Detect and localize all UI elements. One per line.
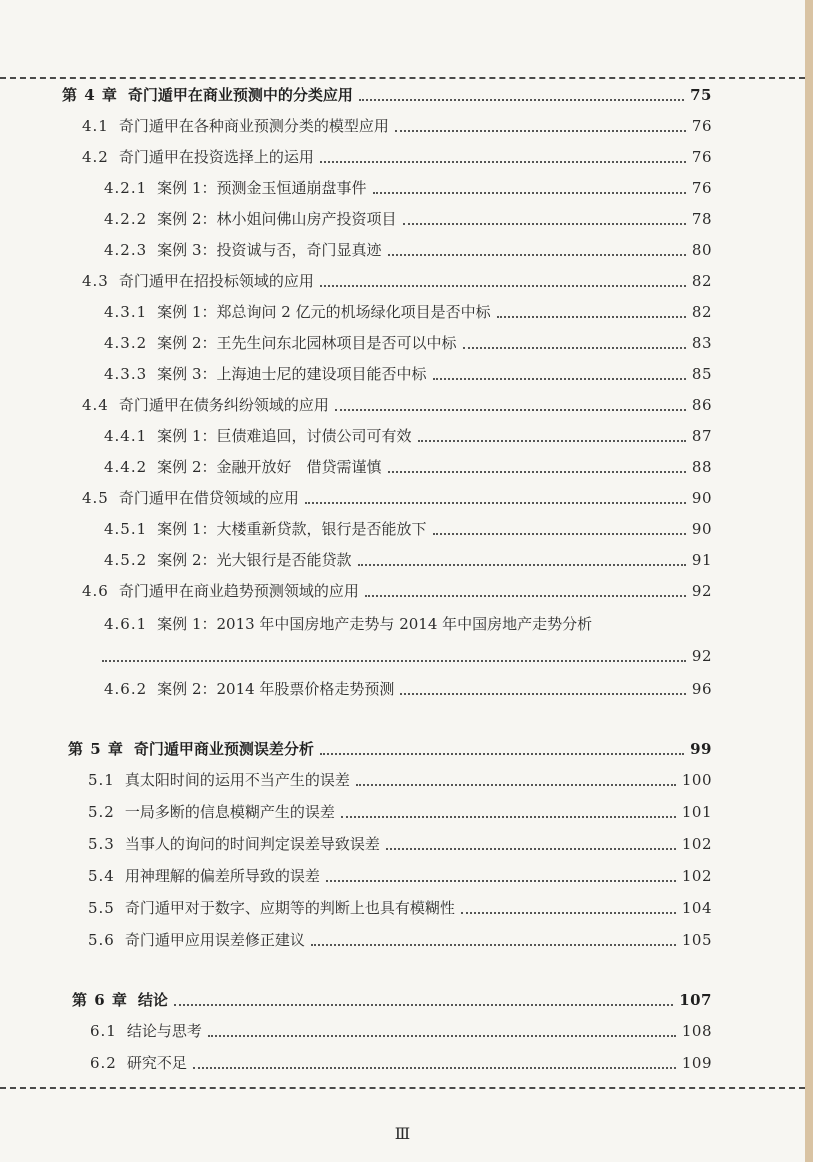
toc-title: 奇门遁甲在债务纠纷领域的应用 xyxy=(118,396,329,414)
toc-number: 4.6 xyxy=(82,582,109,600)
toc-section-5-5 xyxy=(0,893,805,923)
toc-number: 4.1 xyxy=(82,117,109,135)
dot-leader xyxy=(102,659,686,662)
toc-section-4-6 xyxy=(0,576,805,606)
toc-title: 奇门遁甲商业预测误差分析 xyxy=(133,740,314,758)
toc-number: 4.4.2 xyxy=(104,458,148,476)
page-edge xyxy=(805,0,813,1162)
toc-title: 案例 3：投资诚与否，奇门显真迹 xyxy=(157,241,382,259)
dot-leader xyxy=(395,129,686,132)
dot-leader xyxy=(365,594,686,597)
toc-number: 5.2 xyxy=(88,803,115,821)
toc-number: 5.4 xyxy=(88,867,115,885)
dot-leader xyxy=(193,1066,676,1069)
toc-number: 第 6 章 xyxy=(72,991,128,1009)
toc-page: 99 xyxy=(690,740,712,758)
toc-title: 奇门遁甲在招投标领域的应用 xyxy=(118,272,314,290)
top-rule xyxy=(0,77,805,79)
toc-number: 5.5 xyxy=(88,899,115,917)
toc-number: 5.3 xyxy=(88,835,115,853)
toc-number: 6.2 xyxy=(90,1054,117,1072)
toc-section-5-1 xyxy=(0,765,805,795)
toc-number: 4.4.1 xyxy=(104,427,148,445)
toc-page: 83 xyxy=(691,334,712,352)
toc-number: 5.6 xyxy=(88,931,115,949)
toc-title: 用神理解的偏差所导致的误差 xyxy=(124,867,320,885)
toc-title: 奇门遁甲应用误差修正建议 xyxy=(124,931,305,949)
toc-title: 案例 1：郑总询问 2 亿元的机场绿化项目是否中标 xyxy=(157,303,491,321)
dot-leader xyxy=(388,253,686,256)
toc-title: 真太阳时间的运用不当产生的误差 xyxy=(124,771,350,789)
toc-number: 4.2 xyxy=(82,148,109,166)
toc-number: 4.3.1 xyxy=(104,303,148,321)
toc-title: 案例 3：上海迪士尼的建设项目能否中标 xyxy=(157,365,427,383)
toc-title: 案例 1：预测金玉恒通崩盘事件 xyxy=(157,179,367,197)
toc-page: 102 xyxy=(681,867,712,885)
toc-page: 90 xyxy=(691,520,712,538)
dot-leader xyxy=(461,911,676,914)
toc-page: 96 xyxy=(691,680,712,698)
toc-page: 104 xyxy=(681,899,712,917)
toc-subsection-4-5-2 xyxy=(0,545,805,575)
page-number: Ⅲ xyxy=(394,1124,411,1143)
toc-page: 80 xyxy=(691,241,712,259)
toc-section-5-4 xyxy=(0,861,805,891)
toc-number: 4.5.1 xyxy=(104,520,148,538)
toc-page: 76 xyxy=(691,117,712,135)
toc-subsection-4-5-1 xyxy=(0,514,805,544)
toc-title: 案例 2：光大银行是否能贷款 xyxy=(157,551,352,569)
toc-section-6-1 xyxy=(0,1016,805,1046)
toc-page: 90 xyxy=(691,489,712,507)
dot-leader xyxy=(356,783,676,786)
toc-subsection-4-4-1 xyxy=(0,421,805,451)
toc-subsection-4-2-3 xyxy=(0,235,805,265)
toc-page: 92 xyxy=(691,582,712,600)
toc-number: 6.1 xyxy=(90,1022,117,1040)
toc-section-4-5 xyxy=(0,483,805,513)
toc-section-4-4 xyxy=(0,390,805,420)
dot-leader xyxy=(326,879,676,882)
toc-page: 107 xyxy=(679,991,712,1009)
toc-page: 102 xyxy=(681,835,712,853)
dot-leader xyxy=(320,160,686,163)
toc-section-6-2 xyxy=(0,1048,805,1078)
toc-subsection-4-2-1 xyxy=(0,173,805,203)
toc-title: 奇门遁甲对于数字、应期等的判断上也具有模糊性 xyxy=(124,899,455,917)
toc-number: 4.4 xyxy=(82,396,109,414)
dot-leader xyxy=(305,501,686,504)
toc-title: 奇门遁甲在商业趋势预测领域的应用 xyxy=(118,582,359,600)
toc-title: 奇门遁甲在商业预测中的分类应用 xyxy=(127,86,353,104)
dot-leader xyxy=(403,222,686,225)
toc-page: 109 xyxy=(681,1054,712,1072)
dot-leader xyxy=(386,847,676,850)
dot-leader xyxy=(359,98,684,101)
toc-number: 5.1 xyxy=(88,771,115,789)
toc-page: 82 xyxy=(691,303,712,321)
toc-subsection-4-2-2 xyxy=(0,204,805,234)
toc-title: 案例 2：林小姐问佛山房产投资项目 xyxy=(157,210,397,228)
toc-section-5-3 xyxy=(0,829,805,859)
toc-number: 4.2.3 xyxy=(104,241,148,259)
dot-leader xyxy=(400,692,685,695)
toc-page: 100 xyxy=(681,771,712,789)
toc-page: 88 xyxy=(691,458,712,476)
toc-title: 案例 2：王先生问东北园林项目是否可以中标 xyxy=(157,334,457,352)
toc-title: 当事人的询问的时间判定误差导致误差 xyxy=(124,835,380,853)
toc-subsection-4-6-2 xyxy=(0,674,805,704)
toc-title: 案例 2：金融开放好 借贷需谨慎 xyxy=(157,458,382,476)
bottom-rule xyxy=(0,1087,805,1089)
dot-leader xyxy=(433,377,686,380)
toc-subsection-4-3-1 xyxy=(0,297,805,327)
toc-chapter-5 xyxy=(0,734,805,764)
toc-number: 第 5 章 xyxy=(68,740,124,758)
toc-page: 78 xyxy=(691,210,712,228)
toc-chapter-4 xyxy=(0,80,805,110)
toc-number: 4.2.2 xyxy=(104,210,148,228)
toc-title: 案例 1：巨债难追回，讨债公司可有效 xyxy=(157,427,412,445)
toc-page: 82 xyxy=(691,272,712,290)
toc-page: 91 xyxy=(691,551,712,569)
toc-section-4-2 xyxy=(0,142,805,172)
dot-leader xyxy=(388,470,686,473)
dot-leader xyxy=(335,408,686,411)
toc-title: 结论 xyxy=(137,991,168,1009)
toc-subsection-4-6-1-continuation xyxy=(0,641,805,671)
toc-page: 101 xyxy=(681,803,712,821)
toc-number: 4.3 xyxy=(82,272,109,290)
toc-chapter-6 xyxy=(0,985,805,1015)
toc-subsection-4-3-2 xyxy=(0,328,805,358)
toc-title: 案例 1：2013 年中国房地产走势与 2014 年中国房地产走势分析 xyxy=(157,615,593,633)
toc-page: 76 xyxy=(691,179,712,197)
toc-number: 4.5.2 xyxy=(104,551,148,569)
toc-title: 案例 1：大楼重新贷款，银行是否能放下 xyxy=(157,520,427,538)
toc-page: 86 xyxy=(691,396,712,414)
toc-title: 奇门遁甲在各种商业预测分类的模型应用 xyxy=(118,117,389,135)
dot-leader xyxy=(497,315,686,318)
toc-number: 4.6.2 xyxy=(104,680,148,698)
toc-number: 4.6.1 xyxy=(104,615,148,633)
toc-number: 4.3.3 xyxy=(104,365,148,383)
dot-leader xyxy=(174,1003,673,1006)
toc-title: 一局多断的信息模糊产生的误差 xyxy=(124,803,335,821)
toc-title: 结论与思考 xyxy=(126,1022,202,1040)
dot-leader xyxy=(311,943,676,946)
dot-leader xyxy=(373,191,686,194)
toc-section-5-6 xyxy=(0,925,805,955)
toc-page: 87 xyxy=(691,427,712,445)
dot-leader xyxy=(418,439,686,442)
toc-page: 105 xyxy=(681,931,712,949)
dot-leader xyxy=(208,1034,676,1037)
toc-number: 4.2.1 xyxy=(104,179,148,197)
dot-leader xyxy=(358,563,686,566)
toc-number: 第 4 章 xyxy=(62,86,118,104)
dot-leader xyxy=(341,815,676,818)
toc-title: 奇门遁甲在投资选择上的运用 xyxy=(118,148,314,166)
toc-subsection-4-3-3 xyxy=(0,359,805,389)
toc-page: 92 xyxy=(691,647,712,665)
toc-number: 4.5 xyxy=(82,489,109,507)
toc-title: 研究不足 xyxy=(126,1054,187,1072)
toc-title: 奇门遁甲在借贷领域的应用 xyxy=(118,489,299,507)
toc-page: 85 xyxy=(691,365,712,383)
dot-leader xyxy=(433,532,686,535)
toc-page: 75 xyxy=(690,86,712,104)
toc-section-4-1 xyxy=(0,111,805,141)
dot-leader xyxy=(463,346,686,349)
toc-page: 108 xyxy=(681,1022,712,1040)
toc-section-5-2 xyxy=(0,797,805,827)
dot-leader xyxy=(320,752,684,755)
toc-title: 案例 2：2014 年股票价格走势预测 xyxy=(157,680,395,698)
dot-leader xyxy=(320,284,686,287)
toc-page: 76 xyxy=(691,148,712,166)
toc-section-4-3 xyxy=(0,266,805,296)
toc-subsection-4-6-1 xyxy=(0,609,805,639)
toc-subsection-4-4-2 xyxy=(0,452,805,482)
toc-number: 4.3.2 xyxy=(104,334,148,352)
